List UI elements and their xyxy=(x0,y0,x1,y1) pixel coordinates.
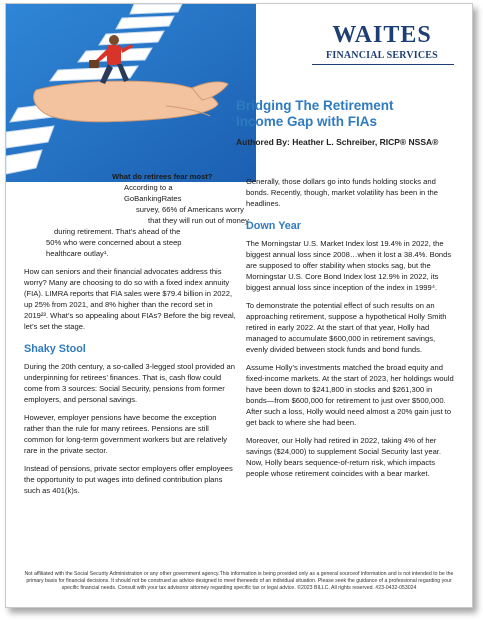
paragraph: However, employer pensions have become the exception rather than the rule for many retirees. Pensions are still common for long-term government workers but are relatively rare in the private sector. xyxy=(24,413,227,455)
hero-image xyxy=(6,4,256,182)
brand-tagline: FINANCIAL SERVICES xyxy=(326,50,438,61)
intro-block-a xyxy=(112,171,249,226)
paragraph: Assume Holly’s investments matched the broad equity and fixed-income markets. At the start of 2023, her holdings would have been down to $241,800 in stocks and $261,300 in bonds—from $600,000 for retirement to just over $500,000. After such a loss, Holly would need almost a 20% gain just to get back to where she had been. xyxy=(246,363,454,427)
intro-block-b xyxy=(46,226,236,259)
brand-logo xyxy=(302,22,462,68)
intro-question: What do retirees fear most? xyxy=(112,172,213,181)
intro-line: 50% who were concerned about a steep xyxy=(46,238,182,247)
brand-name: WAITES xyxy=(332,22,432,48)
paragraph: How can seniors and their financial advocates address this worry? Many are choosing to do so with a fixed index annuity (FIA). LIMRA reports that FIA sales were $79.4 billion in 2022, up 25% from 2021, and 8% higher than the record set in 2019²³. What’s so appealing about FIAs? Before the big reveal, let’s set the stage. xyxy=(24,267,236,331)
right-column xyxy=(246,176,454,479)
paragraph: The Morningstar U.S. Market Index lost 19.4% in 2022, the biggest annual loss since 2008…when it lost a 38.4%. Bonds are supposed to offer stability when stocks sag, but the Morningstar U.S. Core Bond Index lost 12.9% in 2022, its biggest annual loss since inception of the index in 1999⁴. xyxy=(246,239,452,292)
paragraph: Moreover, our Holly had retired in 2022, taking 4% of her savings ($24,000) to supplement Social Security last year. Now, Holly bears sequence-of-return risk, which impacts people whose retirement coincides with a bear market. xyxy=(246,436,442,478)
article-byline: Authored By: Heather L. Schreiber, RICP® NSSA® xyxy=(236,137,439,147)
document-page xyxy=(5,3,473,608)
intro-line: healthcare outlay¹. xyxy=(46,249,109,258)
article-title-line1: Bridging The Retirement xyxy=(236,98,394,113)
disclaimer-footer: Not affiliated with the Social Security Administration or any other government agency.This information is being provided only as a general sourceof information and is not intended to be the primary basis for financial decisions. It should not be construed as advice designed to meet theneeds of an individual situation. Please seek the guidance of a professional regarding your specific financial needs. Consult with your tax advisoror attorney regarding specific tax or legal advice. ©2023 BILLC. All rights reserved. #23-0432-053024 xyxy=(24,571,454,591)
intro-line: According to a GoBankingRates xyxy=(124,183,182,203)
paragraph: Instead of pensions, private sector employers offer employees the opportunity to put wages into defined contribution plans such as 401(k)s. xyxy=(24,464,233,495)
intro-line: that they will run out of money xyxy=(148,216,249,225)
intro-line: during retirement. That’s ahead of the xyxy=(54,227,181,236)
intro-line: survey, 66% of Americans worry xyxy=(136,205,244,214)
article-title-line2: Income Gap with FIAs xyxy=(236,114,378,129)
paragraph: Generally, those dollars go into funds holding stocks and bonds. Recently, though, market volatility has been in the headlines. xyxy=(246,177,438,208)
heading-down-year: Down Year xyxy=(246,220,302,232)
heading-shaky-stool: Shaky Stool xyxy=(24,343,86,355)
left-column xyxy=(24,266,236,496)
paragraph: During the 20th century, a so-called 3-legged stool provided an underpinning for retirees’ finances. That is, cash flow could come from 3 sources: Social Security, pensions from former employers, and personal savings. xyxy=(24,362,235,404)
hero-illustration xyxy=(6,4,256,182)
paragraph: To demonstrate the potential effect of such results on an approaching retirement, suppose a hypothetical Holly Smith retired in early 2022. At the start of that year, Holly had managed to accumulate $600,000 in retirement savings, evenly divided between stock funds and bond funds. xyxy=(246,301,447,354)
article-title xyxy=(236,98,461,130)
brand-divider xyxy=(312,64,454,65)
